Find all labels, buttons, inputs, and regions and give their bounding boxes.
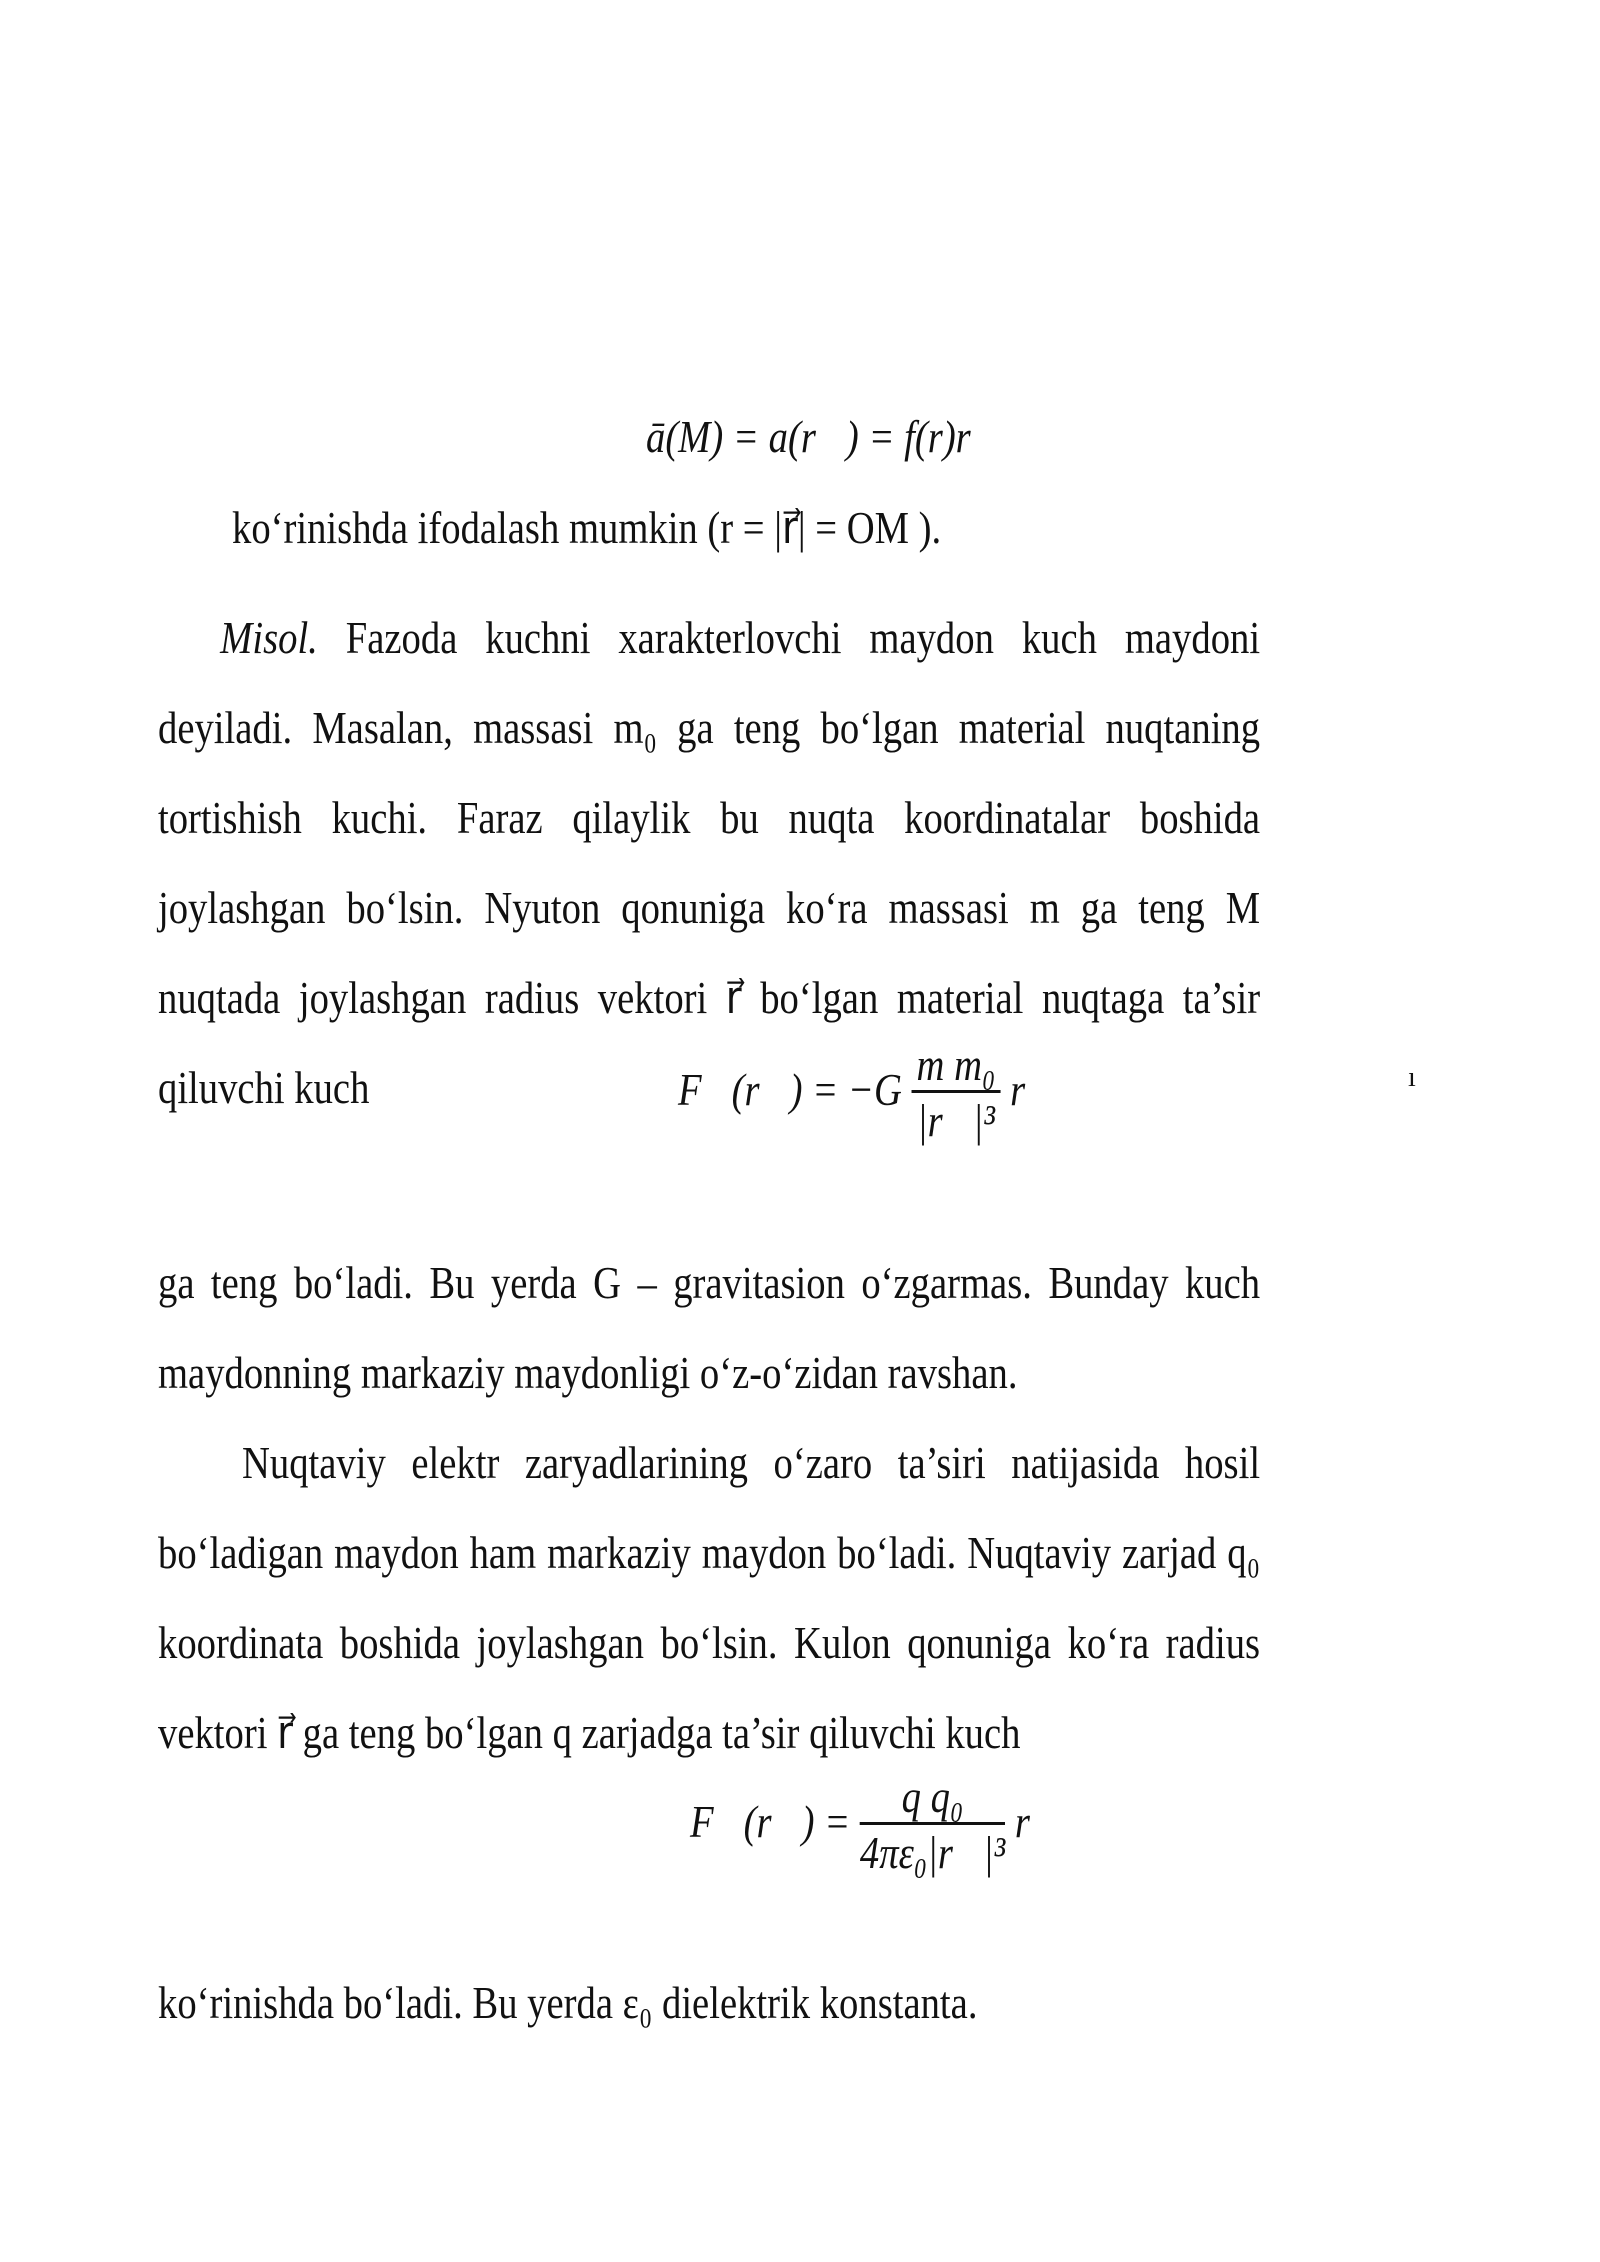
paragraph-expression-text: ko‘rinishda ifodalash mumkin (r = |r⃗| = OM ). xyxy=(232,502,942,553)
equation-gravity-rhs: r⃗ xyxy=(1010,1064,1056,1116)
paragraph-electric-text: Nuqtaviy elektr zaryadlarining o‘zaro ta’siri natijasida hosil bo‘ladigan maydon ham markaziy maydon bo‘ladi. Nuqtaviy zarjad q₀ koordinata boshida joylashgan bo‘lsin. Kulon qonuniga ko‘ra radius vektori r⃗ ga teng bo‘lgan q zarjadga ta’sir qiluvchi kuch xyxy=(158,1437,1261,1758)
equation-gravity-lhs: F⃗(r⃗) = −G xyxy=(678,1064,902,1116)
paragraph-dielectric-text: ko‘rinishda bo‘ladi. Bu yerda ε₀ dielektrik konstanta. xyxy=(158,1977,978,2028)
equation-acceleration-text: ā(M) = a(r⃗) = f(r)r⃗ xyxy=(646,411,1001,462)
equation-coulomb-rhs: r⃗ xyxy=(1014,1796,1060,1848)
paragraph-example-text: Fazoda kuchni xarakterlovchi maydon kuch maydoni deyiladi. Masalan, massasi m₀ ga teng bo‘lgan material nuqtaning tortishish kuchi. Faraz qilaylik bu nuqta koordinatalar boshida joylashgan bo‘lsin. Nyuton qonuniga ko‘ra massasi m ga teng M nuqtada joylashgan radius vektori r⃗ bo‘lgan material nuqtaga ta’sir qiluvchi kuch xyxy=(158,612,1261,1113)
equation-coulomb-lhs: F⃗(r⃗) = xyxy=(690,1796,851,1848)
equation-gravity-numerator: m m₀ xyxy=(912,1040,1001,1093)
equation-gravity-fraction xyxy=(912,1040,1001,1149)
equation-gravity-denominator: |r⃗|³ xyxy=(917,1095,995,1146)
paragraph-dielectric xyxy=(158,1958,1260,2048)
equation-acceleration xyxy=(646,412,1001,462)
paragraph-electric xyxy=(158,1418,1260,1778)
paragraph-gravity-constant xyxy=(158,1238,1260,1418)
equation-coulomb xyxy=(690,1772,1060,1881)
paragraph-gravity-constant-text: ga teng bo‘ladi. Bu yerda G – gravitasion o‘zgarmas. Bunday kuch maydonning markaziy maydonligi o‘z-o‘zidan ravshan. xyxy=(158,1257,1261,1398)
equation-coulomb-fraction xyxy=(860,1772,1005,1881)
equation-coulomb-denominator: 4πε₀|r⃗|³ xyxy=(859,1827,1006,1878)
paragraph-expression xyxy=(232,483,1334,573)
equation-gravity xyxy=(678,1040,1055,1149)
example-label: Misol. xyxy=(220,612,318,663)
equation-coulomb-numerator: q q₀ xyxy=(860,1772,1005,1825)
margin-mark: ı xyxy=(1408,1062,1416,1093)
